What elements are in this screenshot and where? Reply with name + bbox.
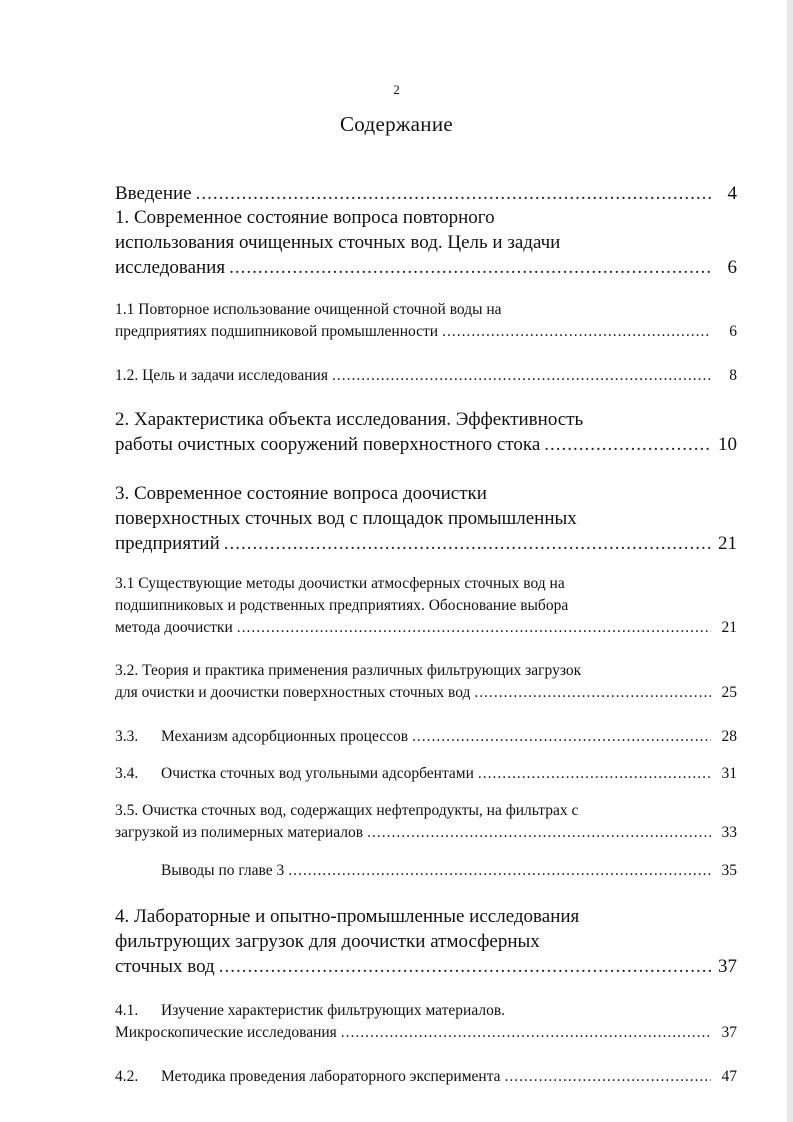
toc-entry-1: 1. Современное состояние вопроса повторного использования очищенных сточных вод. Цель и задачи исследования ..... 6 [115,205,737,280]
toc-page: 10 [718,434,737,455]
toc-page: 31 [721,765,737,782]
toc-entry-1-1: 1.1 Повторное использование очищенной сточной воды на предприятиях подшипниковой промышленности ..... 6 [115,299,737,343]
toc-page: 47 [721,1068,737,1085]
toc-entry-4-2: 4.2. Методика проведения лабораторного эксперимента ..... 47 [115,1066,737,1088]
toc-page: 37 [721,1024,737,1041]
page-number: 2 [393,82,400,97]
toc-page: 25 [721,684,737,701]
toc-page: 21 [721,619,737,636]
toc-page: 35 [721,862,737,879]
toc-entry-4: 4. Лабораторные и опытно-промышленные исследования фильтрующих загрузок для доочистки атмосферных сточных вод ..... 37 [115,904,737,979]
toc-page: 21 [718,533,737,554]
toc-entry-3-4: 3.4. Очистка сточных вод угольными адсорбентами ..... 31 [115,763,737,785]
toc-page: 33 [721,824,737,841]
toc-entry-4-1: 4.1. Изучение характеристик фильтрующих материалов. Микроскопические исследования ..... 37 [115,1000,737,1044]
toc-page: 8 [729,367,737,384]
toc-page: 37 [718,956,737,977]
toc-entry-2: 2. Характеристика объекта исследования. Эффективность работы очистных сооружений поверхностного стока ..... 10 [115,407,737,457]
toc-page: 4 [727,183,737,204]
page-title: Содержание [339,112,454,136]
toc-page: 6 [727,257,737,278]
toc-page: 28 [721,728,737,745]
toc-entry-3-2: 3.2. Теория и практика применения различных фильтрующих загрузок для очистки и доочистки поверхностных сточных вод ..... 25 [115,660,737,704]
toc-entry-1-2: 1.2. Цель и задачи исследования ..... 8 [115,365,737,387]
page-edge-shadow [787,0,793,1122]
toc-page: 6 [729,323,737,340]
toc-entry-3: 3. Современное состояние вопроса доочистки поверхностных сточных вод с площадок промышленных предприятий ..... 21 [115,481,737,556]
toc-entry-3-1: 3.1 Существующие методы доочистки атмосферных сточных вод на подшипниковых и родственных предприятиях. Обоснование выбора метода доочистки ..... 21 [115,573,737,639]
toc-entry-3-5: 3.5. Очистка сточных вод, содержащих нефтепродукты, на фильтрах с загрузкой из полимерных материалов ..... 33 [115,800,737,844]
toc-entry-3-3: 3.3. Механизм адсорбционных процессов ..... 28 [115,726,737,748]
toc-entry-conclusions-3: Выводы по главе 3 ..... 35 [115,860,737,882]
toc-entry-intro: Введение ..... 4 [115,181,737,206]
